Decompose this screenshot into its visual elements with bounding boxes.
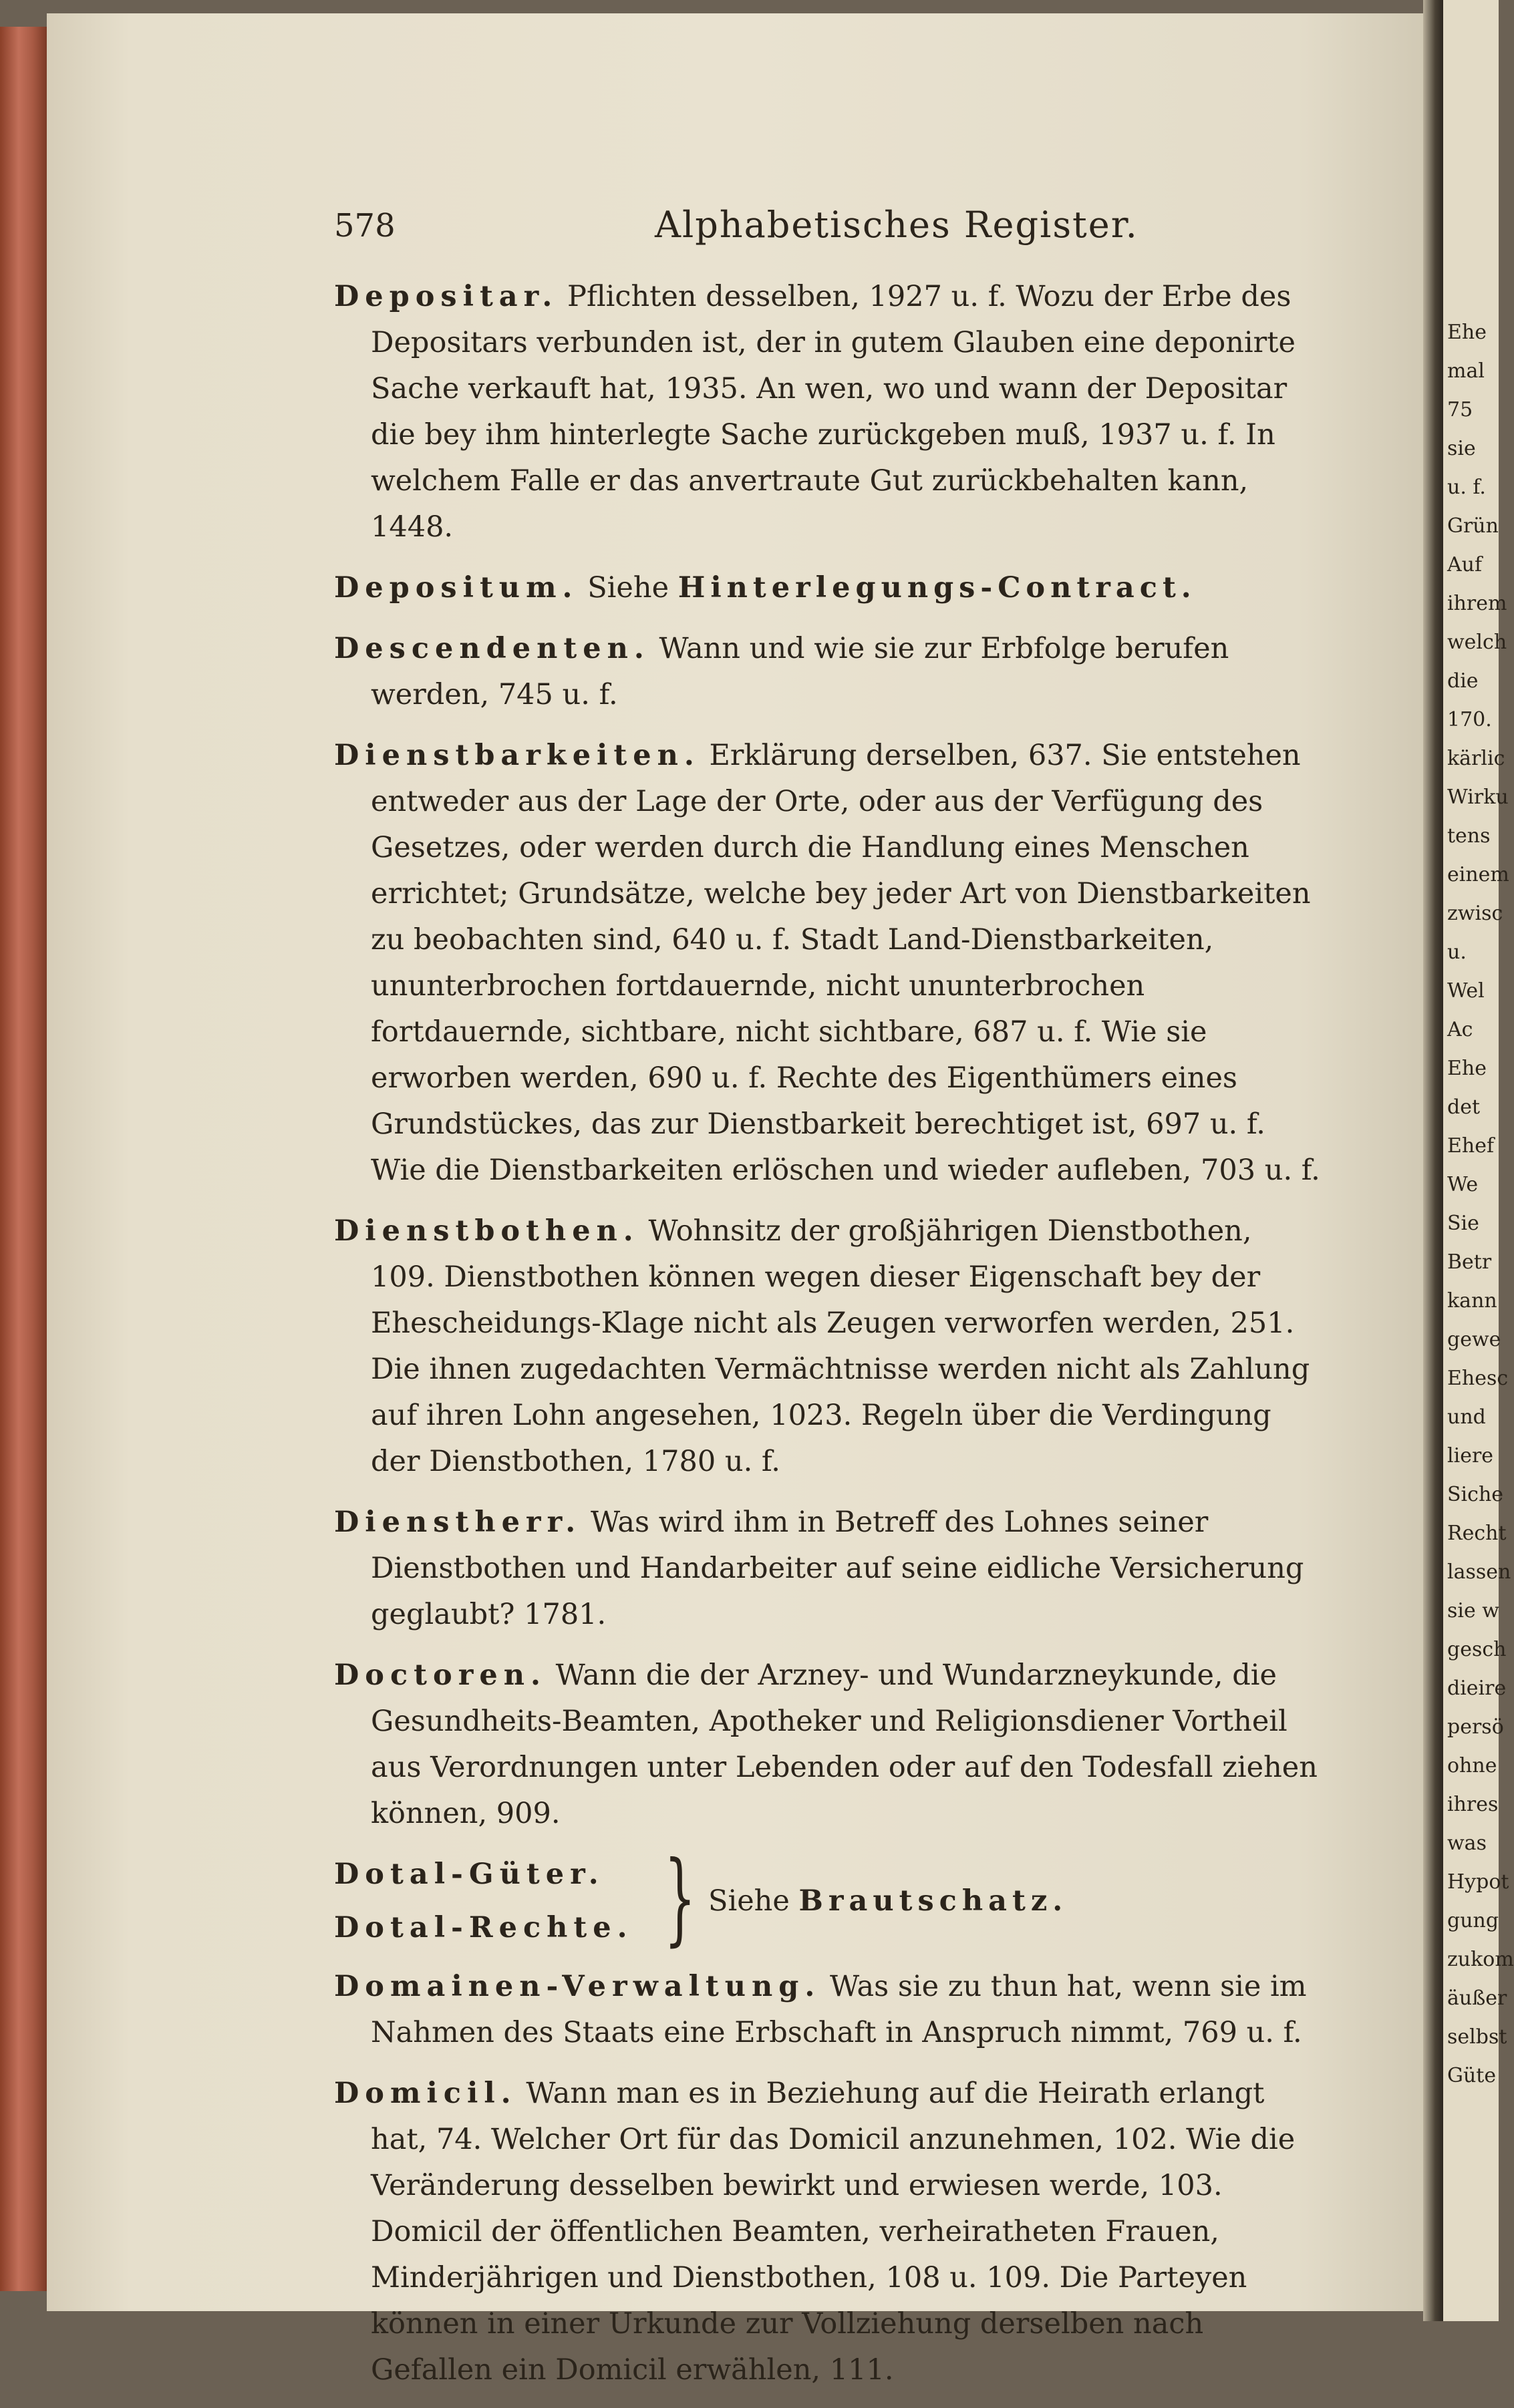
entry-text: Wann die der Arzney- und Wundarzneykunde, die Gesundheits-Beamten, Apotheker und Religionsdiener Vortheil aus Verordnungen unter Lebenden oder auf den Todesfall ziehen können, 909.: [371, 1659, 1318, 1830]
next-page-snippet: gewe: [1447, 1328, 1501, 1351]
next-page-snippet: kärlic: [1447, 747, 1505, 770]
next-page-snippet: ihrem: [1447, 592, 1507, 615]
next-page-snippet: Sie: [1447, 1212, 1479, 1235]
next-page-snippet: was: [1447, 1832, 1487, 1855]
next-page-snippet: Ehe: [1447, 1057, 1487, 1080]
register-entry: [334, 274, 1323, 550]
entry-keyword: Doctoren.: [334, 1659, 547, 1692]
next-page-snippet: Wel: [1447, 979, 1485, 1003]
register-text: [334, 274, 1323, 2408]
next-page-snippet: Grün: [1447, 514, 1499, 538]
page-header: [334, 197, 1336, 257]
page-number: 578: [334, 207, 396, 244]
next-page-fragment: [1443, 0, 1514, 2321]
brace-line-2: Dotal-Rechte.: [334, 1911, 633, 1944]
entry-keyword: Domainen-Verwaltung.: [334, 1970, 821, 2003]
register-entry: [334, 1208, 1323, 1485]
next-page-snippet: We: [1447, 1173, 1479, 1196]
entry-keyword: Domicil.: [334, 2077, 517, 2110]
register-entry: [334, 565, 1323, 611]
next-page-snippet: äußer: [1447, 1987, 1507, 2010]
running-head: Alphabetisches Register.: [655, 204, 1139, 246]
register-entry: [334, 1653, 1323, 1837]
brace-group: [334, 1840, 1323, 1956]
next-page-snippet: gesch: [1447, 1638, 1507, 1661]
entry-text: Wohnsitz der großjährigen Dienstbothen, 109. Dienstbothen können wegen dieser Eigenschaft bey der Ehescheidungs-Klage nicht als Zeugen verworfen werden, 251. Die ihnen zugedachten Vermächtnisse werden nicht als Zahlung auf ihren Lohn angesehen, 1023. Regeln über die Verdingung der Dienstbothen, 1780 u. f.: [371, 1214, 1310, 1478]
register-entry: [334, 626, 1323, 718]
next-page-snippet: u.: [1447, 940, 1467, 964]
next-page-snippet: dieire: [1447, 1677, 1507, 1700]
entry-keyword: Dienstbarkeiten.: [334, 739, 700, 772]
next-page-snippet: Auf: [1447, 553, 1483, 576]
next-page-snippet: liere: [1447, 1444, 1494, 1468]
entry-text: Was wird ihm in Betreff des Lohnes seiner Dienstbothen und Handarbeiter auf seine eidliche Versicherung geglaubt? 1781.: [371, 1506, 1304, 1631]
next-page-snippet: lassen: [1447, 1560, 1511, 1584]
next-page-snippet: die: [1447, 669, 1479, 693]
next-page-snippet: det: [1447, 1095, 1481, 1119]
next-page-snippet: Ehe: [1447, 321, 1487, 344]
entry-text: Was sie zu thun hat, wenn sie im Nahmen des Staats eine Erbschaft in Anspruch nimmt, 769 u. f.: [371, 1970, 1307, 2049]
next-page-snippet: selbst: [1447, 2025, 1507, 2049]
next-page-snippet: ihres: [1447, 1793, 1499, 1816]
next-page-snippet: zwisc: [1447, 902, 1503, 925]
next-page-snippet: mal: [1447, 359, 1485, 383]
next-page-snippet: zukom: [1447, 1948, 1514, 1971]
next-page-snippet: Hypot: [1447, 1870, 1509, 1894]
entry-keyword: Dienstherr.: [334, 1506, 582, 1539]
next-page-snippet: sie w: [1447, 1599, 1499, 1622]
entry-text: Wann und wie sie zur Erbfolge berufen werden, 745 u. f.: [371, 632, 1229, 711]
next-page-snippet: 75: [1447, 398, 1473, 421]
next-page-snippet: Ehesc: [1447, 1367, 1509, 1390]
next-page-snippet: Güte: [1447, 2064, 1497, 2087]
entry-cross-reference: Hinterlegungs-Contract.: [677, 571, 1197, 605]
entry-keyword: Descendenten.: [334, 632, 650, 665]
entry-keyword: Depositum.: [334, 571, 579, 605]
brace-target-ref: Brautschatz.: [798, 1884, 1068, 1918]
brace-line-1: Dotal-Güter.: [334, 1858, 605, 1891]
next-page-snippet: gung: [1447, 1909, 1499, 1932]
entry-text: Siehe: [587, 571, 669, 605]
register-entry: [334, 2071, 1323, 2393]
register-entry: [334, 1500, 1323, 1638]
next-page-snippet: und: [1447, 1405, 1486, 1429]
next-page-snippet: Ehef: [1447, 1134, 1495, 1158]
book-edge: [0, 27, 47, 2291]
entry-text: Erklärung derselben, 637. Sie entstehen entweder aus der Lage der Orte, oder aus der Verfügung des Gesetzes, oder werden durch die Handlung eines Menschen errichtet; Grundsätze, welche bey jeder Art von Dienstbarkeiten zu beobachten sind, 640 u. f. Stadt Land-Dienstbarkeiten, ununterbrochen fortdauernde, nicht ununterbrochen fortdauernde, sichtbare, nicht sichtbare, 687 u. f. Wie sie erworben werden, 690 u. f. Rechte des Eigenthümers eines Grundstückes, das zur Dienstbarkeit berechtiget ist, 697 u. f. Wie die Dienstbarkeiten erlöschen und wieder aufleben, 703 u. f.: [371, 739, 1320, 1187]
next-page-snippet: u. f.: [1447, 476, 1486, 499]
entry-keyword: Dienstbothen.: [334, 1214, 639, 1248]
next-page-snippet: tens: [1447, 824, 1491, 848]
entry-text: Pflichten desselben, 1927 u. f. Wozu der Erbe des Depositars verbunden ist, der in gutem Glauben eine deponirte Sache verkauft hat, 1935. An wen, wo und wann der Depositar die bey ihm hinterlegte Sache zurückgeben muß, 1937 u. f. In welchem Falle er das anvertraute Gut zurückbehalten kann, 1448.: [371, 280, 1296, 544]
entry-text: Wann man es in Beziehung auf die Heirath erlangt hat, 74. Welcher Ort für das Domicil anzunehmen, 102. Wie die Veränderung desselben bewirkt und erwiesen werde, 103. Domicil der öffentlichen Beamten, verheiratheten Frauen, Minderjährigen und Dienstbothen, 108 u. 109. Die Parteyen können in einer Urkunde zur Vollziehung derselben nach Gefallen ein Domicil erwählen, 111.: [371, 2077, 1296, 2387]
next-page-snippet: 170.: [1447, 708, 1492, 731]
next-page-snippet: Wirku: [1447, 786, 1509, 809]
brace-target-prefix: Siehe: [708, 1884, 790, 1918]
next-page-snippet: ohne: [1447, 1754, 1497, 1777]
gutter: [1423, 0, 1443, 2321]
next-page-snippet: Ac: [1447, 1018, 1473, 1041]
brace-target: [708, 1878, 1068, 1924]
brace-icon: }: [663, 1840, 696, 1956]
register-entry: [334, 1964, 1323, 2056]
next-page-snippet: sie: [1447, 437, 1476, 460]
next-page-snippet: Betr: [1447, 1250, 1492, 1274]
next-page-snippet: welch: [1447, 631, 1507, 654]
next-page-snippet: Recht: [1447, 1522, 1507, 1545]
entry-keyword: Depositar.: [334, 280, 559, 313]
next-page-snippet: persö: [1447, 1715, 1504, 1739]
next-page-snippet: einem: [1447, 863, 1509, 886]
next-page-snippet: kann: [1447, 1289, 1497, 1313]
register-entry: [334, 733, 1323, 1194]
next-page-snippet: Siche: [1447, 1483, 1504, 1506]
